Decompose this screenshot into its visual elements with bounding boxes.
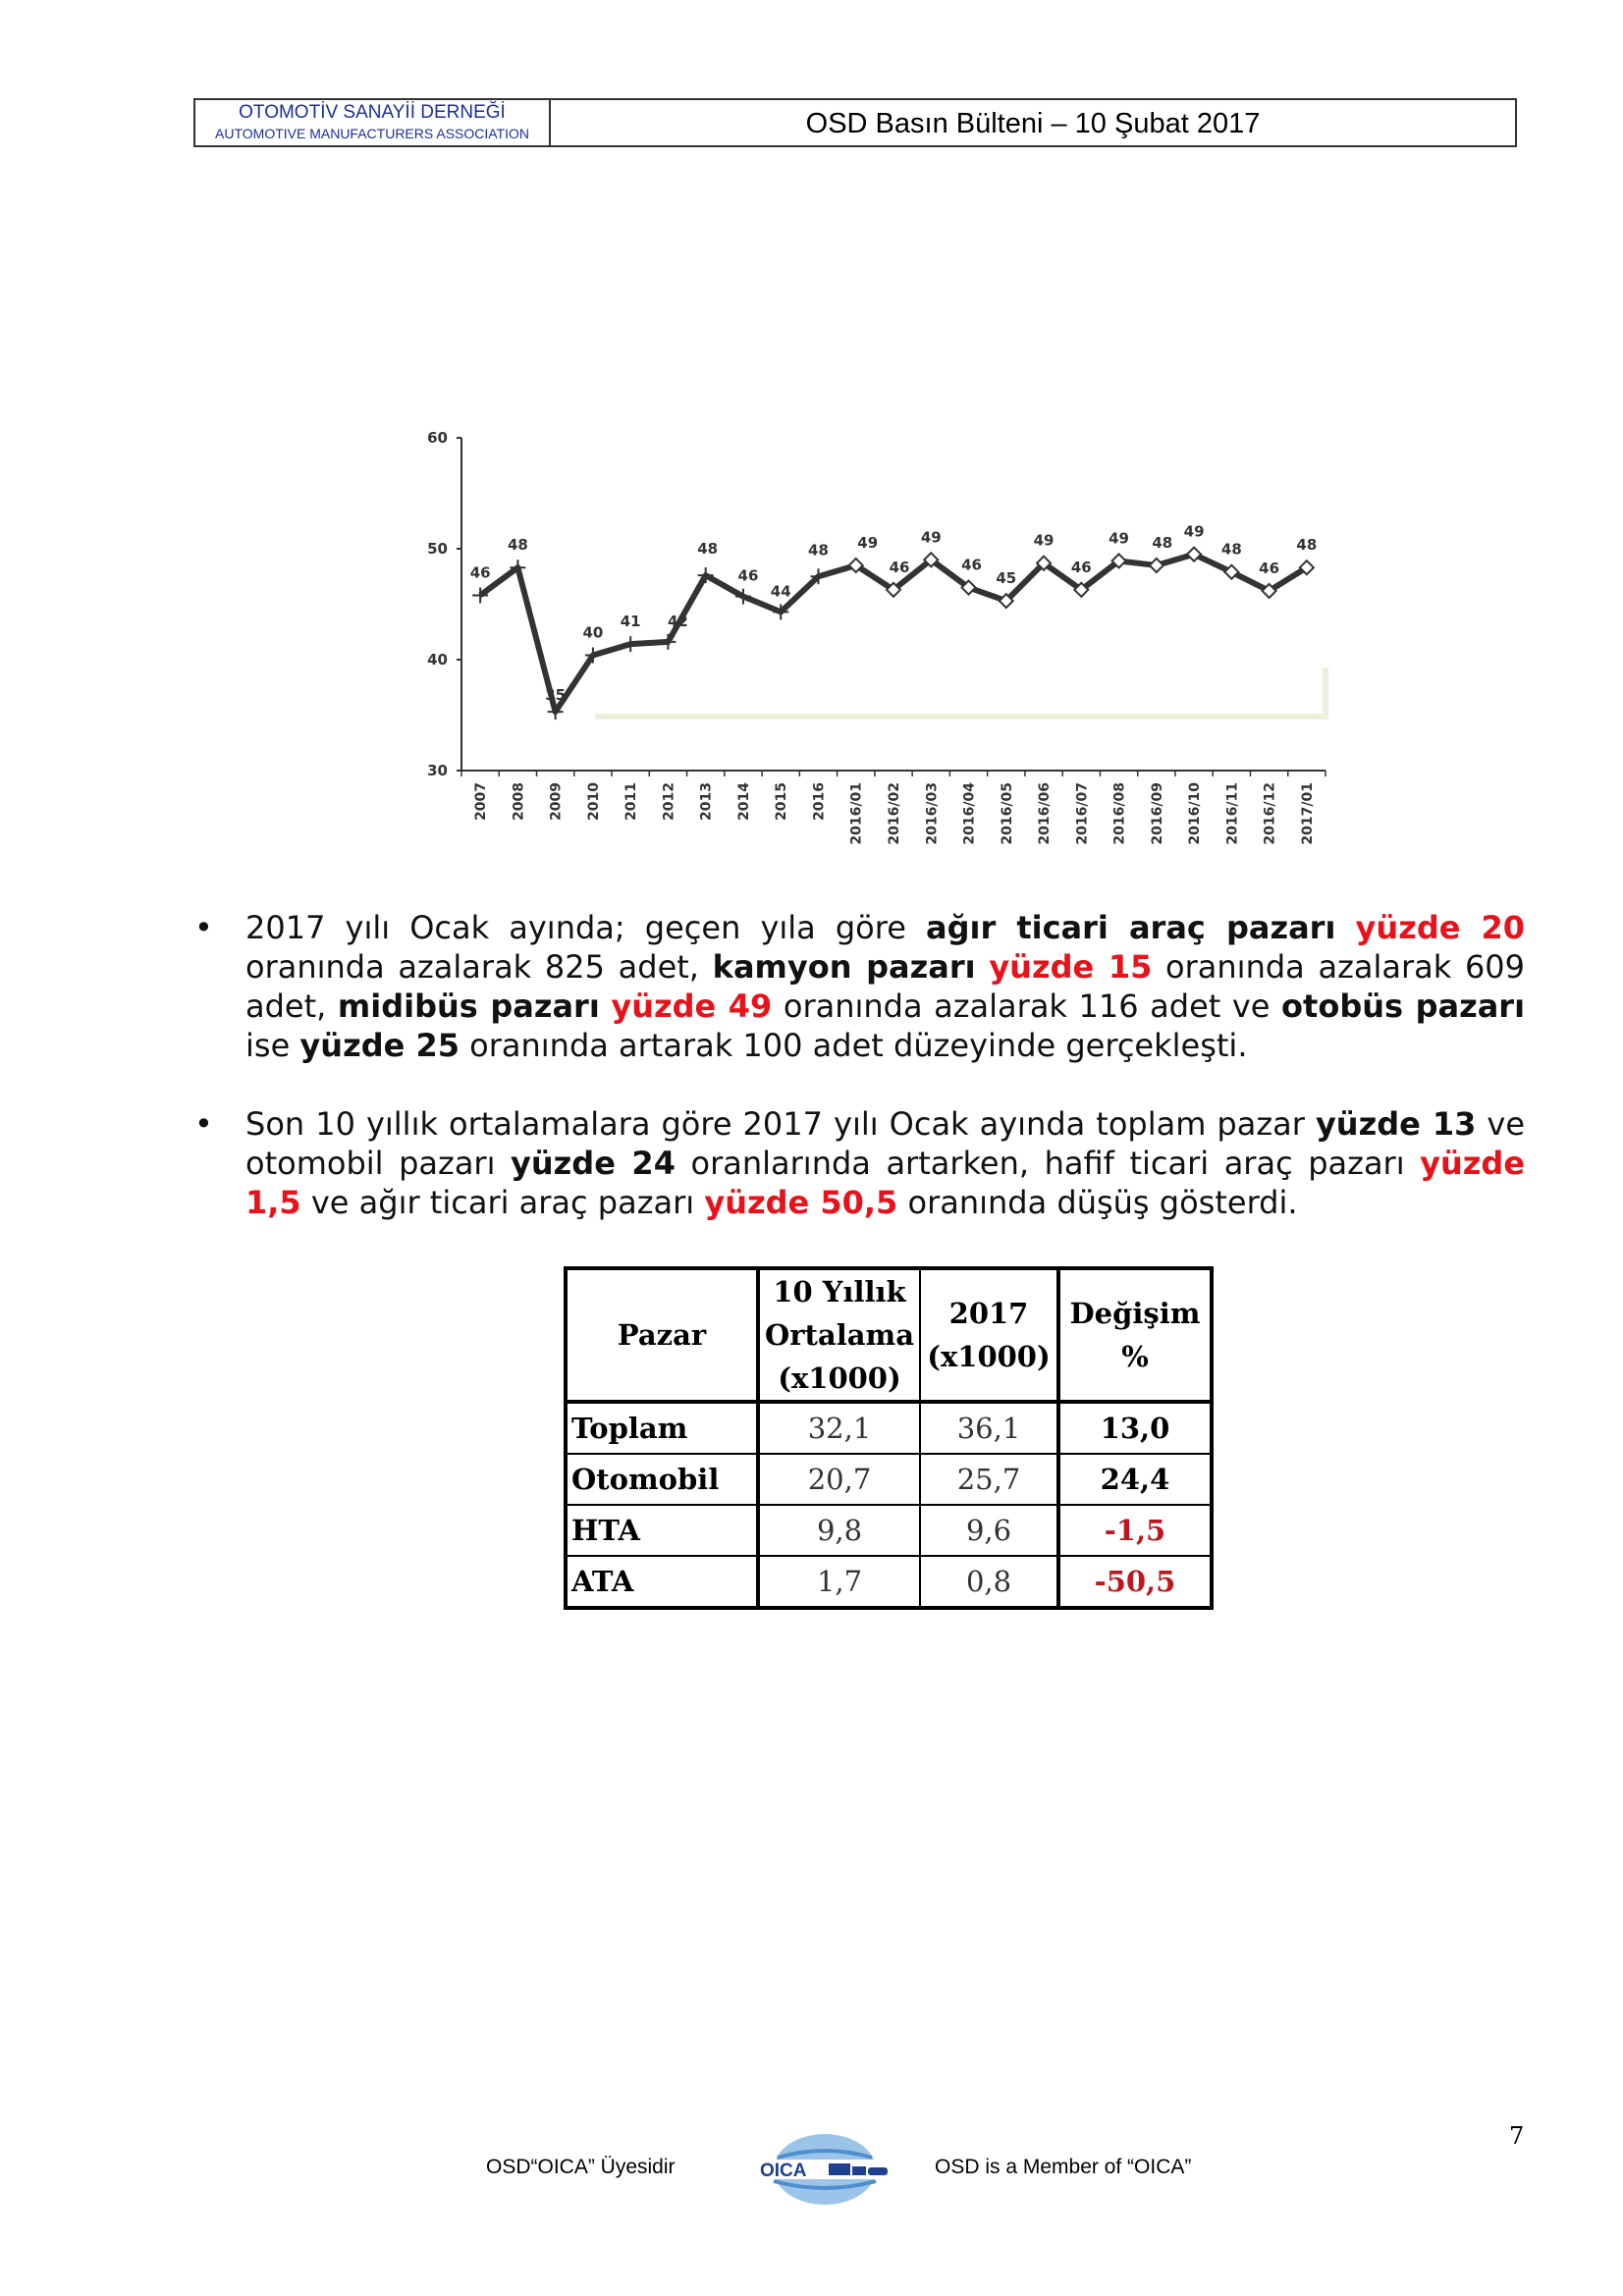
data-label: 49 [1183,522,1205,541]
footer-member-tr: OSD“OICA” Üyesidir [486,2156,676,2178]
body-text: oranında azalarak 609 adet, [245,948,1526,1025]
x-tick-label: 2016 [811,782,828,821]
body-text: ve ağır ticari araç pazarı [300,1184,705,1221]
table-row [566,1402,1212,1454]
data-label: 42 [667,612,688,630]
cell-avg: 20,7 [758,1454,920,1505]
x-tick-label: 2016/04 [961,782,978,845]
body-text: ise [245,1027,300,1064]
x-tick-label: 2015 [774,782,790,821]
data-label: 48 [808,541,829,560]
org-name-tr: OTOMOTİV SANAYİİ DERNEĞİ [239,102,506,123]
bullet-dot-icon: • [194,909,213,946]
table-row [566,1505,1212,1556]
body-text: oranında düşüş gösterdi. [897,1184,1298,1221]
y-tick-label: 40 [427,651,448,668]
body-text [976,948,990,986]
data-label: 46 [961,556,982,574]
data-label: 49 [1033,531,1055,550]
data-label: 35 [545,686,567,705]
x-tick-label: 2016/06 [1037,782,1054,845]
row-label: ATA [566,1556,758,1608]
row-label: Toplam [566,1402,758,1454]
table-row [566,1454,1212,1505]
x-tick-label: 2016/03 [924,782,941,845]
x-tick-label: 2016/02 [887,782,902,845]
x-tick-label: 2016/07 [1074,782,1091,845]
x-tick-label: 2009 [548,782,565,821]
data-label: 48 [1152,533,1173,552]
data-label: 44 [770,582,791,601]
col-header-market: Pazar [566,1268,758,1402]
bold-text: kamyon pazarı [712,948,976,986]
highlight-text: yüzde 20 [1355,909,1526,946]
body-text [1335,909,1355,946]
bullet-list [194,908,1525,1261]
body-text: oranında azalarak 116 adet ve [772,988,1282,1025]
x-tick-label: 2011 [623,782,640,821]
x-tick-label: 2016/12 [1262,782,1278,845]
highlight-text: yüzde 15 [989,948,1153,986]
data-label: 49 [1109,529,1130,548]
cell-change: -1,5 [1058,1505,1212,1556]
data-label: 49 [920,528,942,547]
data-label: 45 [996,569,1017,588]
cell-2017: 0,8 [920,1556,1058,1608]
x-tick-label: 2014 [735,782,752,821]
bold-text: midibüs pazarı [337,988,600,1025]
body-text: Son 10 yıllık ortalamalara göre 2017 yılı Ocak ayında toplam pazar [245,1105,1316,1143]
x-tick-label: 2016/01 [848,782,865,845]
data-label: 46 [1259,559,1280,577]
x-tick-label: 2008 [511,782,527,821]
x-tick-label: 2016/09 [1149,782,1165,845]
row-label: HTA [566,1505,758,1556]
oica-logo-text: OICA [760,2161,807,2181]
body-text: 2017 yılı Ocak ayında; geçen yıla göre [245,909,926,946]
data-point-plus [622,636,638,652]
col-header-2017: 2017 (x1000) [920,1268,1058,1402]
page-header [193,98,1517,147]
data-label: 46 [737,566,759,585]
highlight-text: yüzde 50,5 [704,1184,898,1221]
cell-2017: 9,6 [920,1505,1058,1556]
oica-logo [756,2130,903,2209]
bulletin-title: OSD Basın Bülteni – 10 Şubat 2017 [805,108,1261,139]
bold-text: yüzde 13 [1315,1105,1477,1143]
col-header-10yr-avg: 10 Yıllık Ortalama (x1000) [758,1268,920,1402]
bold-text: ağır ticari araç pazarı [926,909,1336,946]
row-label: Otomobil [566,1454,758,1505]
cell-2017: 25,7 [920,1454,1058,1505]
bullet-text [245,1105,1525,1221]
bullet-item-1 [194,908,1525,1065]
org-name-en: AUTOMOTIVE MANUFACTURERS ASSOCIATION [215,126,529,141]
y-tick-label: 50 [427,540,448,558]
bold-text: yüzde 25 [299,1027,460,1064]
series-line [480,555,1307,712]
bullet-item-2 [194,1104,1525,1222]
market-comparison-table [564,1266,1214,1610]
data-label: 41 [620,613,641,631]
x-tick-label: 2016/11 [1224,782,1241,845]
col-header-change: Değişim % [1058,1268,1212,1402]
x-tick-label: 2016/05 [999,782,1015,845]
cell-avg: 1,7 [758,1556,920,1608]
data-label: 48 [507,536,528,555]
data-label: 49 [857,533,879,552]
x-tick-label: 2013 [698,782,715,821]
table-header-row [566,1268,1212,1402]
body-text [600,988,612,1025]
highlight-text: yüzde 1,5 [245,1145,1526,1221]
data-point-diamond [1150,559,1163,572]
x-tick-label: 2017/01 [1299,782,1316,845]
highlight-text: yüzde 49 [611,988,773,1025]
bullet-dot-icon: • [194,1105,213,1143]
cell-avg: 32,1 [758,1402,920,1454]
footer-member-en: OSD is a Member of “OICA” [935,2156,1192,2178]
data-label: 46 [889,558,910,576]
line-chart [412,422,1335,874]
page-number: 7 [1509,2122,1525,2150]
data-label: 48 [697,540,719,559]
org-logo-box [195,100,551,145]
table-row [566,1556,1212,1608]
x-tick-label: 2016/10 [1187,782,1204,845]
x-tick-label: 2016/08 [1111,782,1128,845]
data-label: 40 [582,623,604,642]
bold-text: otobüs pazarı [1281,988,1526,1025]
data-label: 48 [1296,536,1318,555]
body-text: oranında azalarak 825 adet, [245,948,713,986]
y-tick-label: 30 [427,762,448,779]
bullet-text [245,909,1525,1064]
x-tick-label: 2007 [473,782,490,821]
x-tick-label: 2010 [585,782,602,821]
cell-change: 24,4 [1058,1454,1212,1505]
body-text: oranlarında artarken, hafif ticari araç pazarı [675,1145,1421,1182]
y-tick-label: 60 [427,429,448,447]
x-tick-label: 2012 [661,782,677,821]
body-text: ve otomobil pazarı [245,1105,1525,1182]
cell-2017: 36,1 [920,1402,1058,1454]
decorative-bracket [595,667,1325,717]
data-label: 46 [469,563,491,582]
cell-change: -50,5 [1058,1556,1212,1608]
data-label: 46 [1070,558,1092,576]
data-label: 48 [1220,540,1242,559]
cell-change: 13,0 [1058,1402,1212,1454]
body-text: oranında artarak 100 adet düzeyinde gerçekleşti. [459,1027,1248,1064]
bold-text: yüzde 24 [511,1145,676,1182]
cell-avg: 9,8 [758,1505,920,1556]
